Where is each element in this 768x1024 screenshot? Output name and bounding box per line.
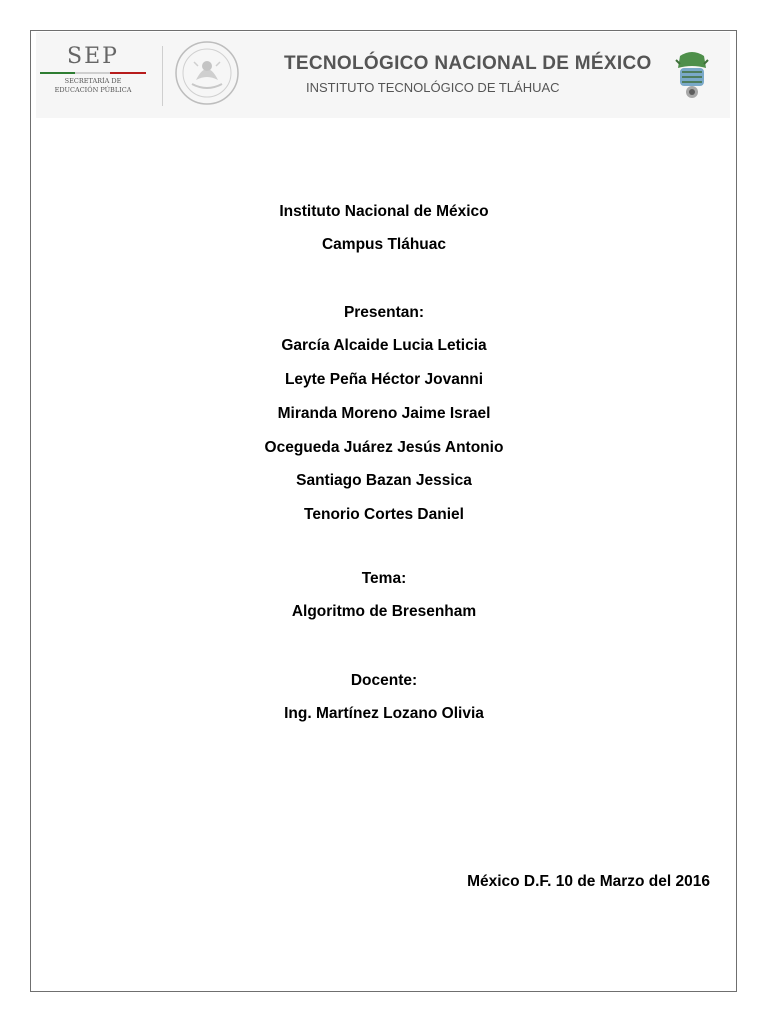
teacher-name: Ing. Martínez Lozano Olivia [284, 705, 484, 722]
presenter-name: Miranda Moreno Jaime Israel [277, 405, 491, 422]
place-and-date: México D.F. 10 de Marzo del 2016 [467, 873, 710, 890]
topic-label: Tema: [361, 570, 407, 587]
institution-name: Instituto Nacional de México [279, 203, 489, 220]
sep-logo-tricolor-line [40, 72, 146, 74]
sep-logo [38, 44, 148, 104]
presenter-name: Santiago Bazan Jessica [296, 472, 472, 489]
sep-logo-title: SEP [67, 44, 119, 69]
presenters-label: Presentan: [343, 304, 425, 321]
presenter-name: Tenorio Cortes Daniel [304, 506, 464, 523]
topic-title: Algoritmo de Bresenham [291, 603, 477, 620]
presenter-name: Ocegueda Juárez Jesús Antonio [264, 439, 504, 456]
institution-title: TECNOLÓGICO NACIONAL DE MÉXICO [284, 53, 652, 74]
presenter-name: García Alcaide Lucia Leticia [281, 337, 487, 354]
teacher-label: Docente: [350, 672, 418, 689]
sep-logo-subtitle-1: SECRETARÍA DE [64, 77, 122, 85]
header-divider [162, 46, 163, 106]
presenter-name: Leyte Peña Héctor Jovanni [284, 371, 484, 388]
mexico-coat-of-arms-seal-icon [174, 40, 240, 106]
institution-subtitle: INSTITUTO TECNOLÓGICO DE TLÁHUAC [306, 80, 560, 95]
sep-logo-subtitle-2: EDUCACIÓN PÚBLICA [54, 86, 132, 94]
campus-name: Campus Tláhuac [321, 236, 447, 253]
itt-emblem-icon [668, 48, 716, 100]
